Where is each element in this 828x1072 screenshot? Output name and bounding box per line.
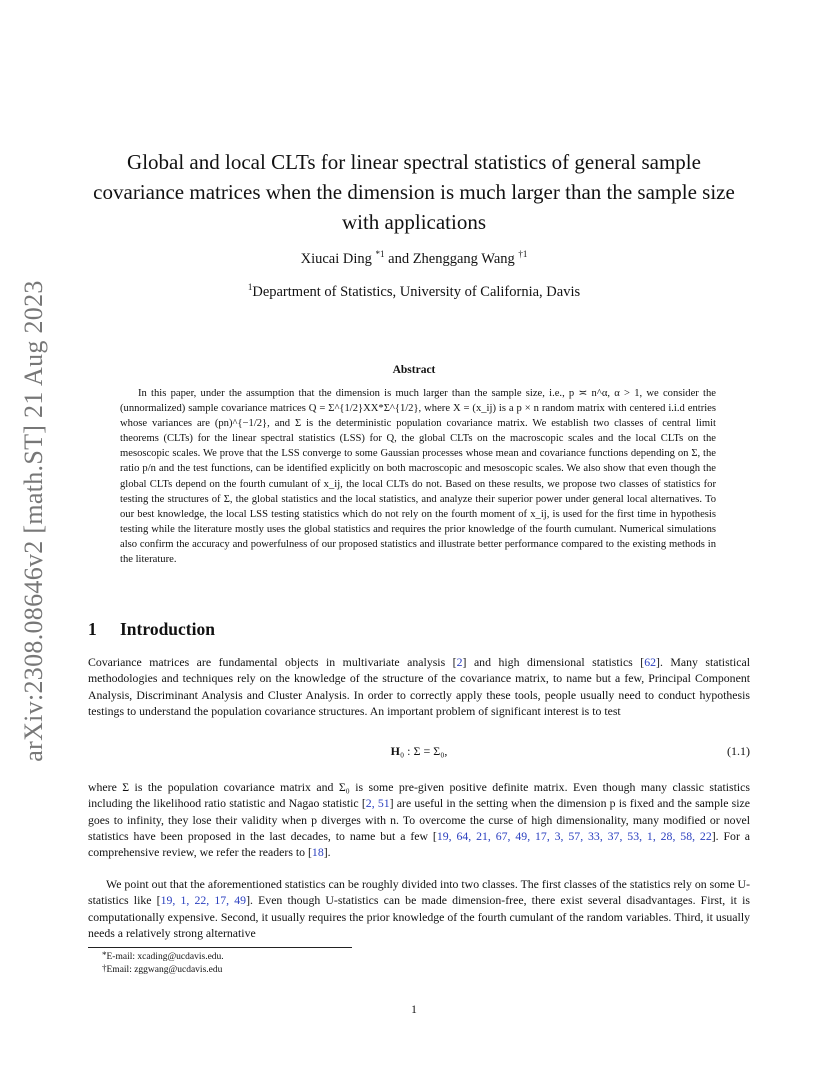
footnote-text: E-mail: xcading@ucdavis.edu. <box>106 952 224 962</box>
page-number: 1 <box>411 1004 417 1016</box>
paragraph-text: ]. For a comprehensive review, we refer the readers to [ <box>88 828 751 860</box>
citation-link[interactable]: 19, 1, 22, 17, 49 <box>160 893 247 908</box>
paragraph-text: ]. Many statistical methodologies and techniques rely on the knowledge of the structure of the covariance matrix, to name but a few, Principal Component Analysis, Discriminant Analysis and Cluster Analysis. In order to correctly apply these tools, people usually need to conduct hypothesis testings to understand the population covariance structures. An important problem of significant interest is to test <box>88 655 750 718</box>
citation-link[interactable]: 19, 64, 21, 67, 49, 17, 3, 57, 33, 37, 53, 1, 28, 58, 22 <box>436 828 712 843</box>
citation-link[interactable]: 2 <box>456 655 463 669</box>
footnote-text: Email: zggwang@ucdavis.edu <box>106 965 223 975</box>
intro-paragraph-2 <box>88 779 750 860</box>
paper-title: Global and local CLTs for linear spectral statistics of general sample covariance matrices when the dimension is much larger than the sample size with applications <box>93 150 735 234</box>
author-footnote-mark: †1 <box>518 249 528 259</box>
footnote-mark: * <box>102 950 107 960</box>
section-number: 1 <box>88 619 97 639</box>
paragraph-text: We point out that the aforementioned statistics can be roughly divided into two classes. The first classes of the statistics rely on some U-statistics like [ <box>88 877 750 908</box>
author-connector: and <box>384 251 413 267</box>
equation-number: (1.1) <box>727 744 750 758</box>
paragraph-text: ] and high dimensional statistics [ <box>462 655 645 669</box>
abstract-heading: Abstract <box>392 364 436 376</box>
affiliation-text: Department of Statistics, University of California, Davis <box>252 284 581 300</box>
intro-paragraph-3 <box>88 876 750 941</box>
paragraph-text: Covariance matrices are fundamental objects in multivariate analysis [ <box>88 655 457 669</box>
section-title: Introduction <box>120 619 215 639</box>
paragraph-text: ] are useful in the setting when the dimension p is fixed and the sample size goes to infinity, they lose their validity when p diverges with n. To overcome the curse of high dimensionality, many modified or novel statistics have been proposed in the last decades, to name but a few [ <box>88 796 751 843</box>
paragraph-text: ]. <box>323 845 331 860</box>
footnote-2 <box>102 965 222 975</box>
author-line <box>88 251 740 268</box>
author-footnote-mark: *1 <box>375 249 385 259</box>
footnote-divider <box>88 947 352 948</box>
equation-1-1 <box>88 744 750 764</box>
footnote-mark: † <box>102 963 107 973</box>
affiliation <box>88 284 740 301</box>
citation-link[interactable]: 62 <box>644 655 657 669</box>
equation-remainder: ₀ : Σ = Σ₀, <box>399 744 448 758</box>
affiliation-mark: 1 <box>247 282 253 292</box>
paragraph-text: where Σ is the population covariance matrix and Σ₀ is some pre-given positive definite matrix. Even though many classic statistics including the likelihood ratio statistic and Nagao statistic [ <box>88 780 750 811</box>
author-name: Xiucai Ding <box>300 251 372 267</box>
footnote-1 <box>102 952 224 962</box>
author-name: Zhenggang Wang <box>412 251 515 267</box>
citation-link[interactable]: 18 <box>311 845 324 860</box>
section-heading <box>88 619 215 640</box>
arxiv-identifier-stamp <box>14 266 54 776</box>
equation-expression <box>88 744 750 759</box>
arxiv-identifier-text: arXiv:2308.08646v2 [math.ST] 21 Aug 2023 <box>19 280 48 762</box>
paragraph-text: ]. Even though U-statistics can be made dimension-free, there exist several disadvantages. First, it is computationally expensive. Second, it usually requires the prior knowledge of the fourth cumulant of the random variables. Third, it usually needs a relatively strong alternative <box>88 893 750 940</box>
abstract-body: In this paper, under the assumption that the dimension is much larger than the sample size, i.e., p ≍ n^α, α > 1, we consider the (unnormalized) sample covariance matrices Q = Σ^{1/2}XX*Σ^{1/2}, where X = (x_ij) is a p × n random matrix with centered i.i.d entries whose variances are (pn)^{−1/2}, and Σ is the deterministic population covariance matrix. We establish two classes of central limit theorems (CLTs) for the linear spectral statistics (LSS) for Q, the global CLTs on the macroscopic scales and the local CLTs on the mesoscopic scales. We prove that the LSS converge to some Gaussian processes whose mean and covariance functions depending on Σ, the ratio p/n and the test functions, can be identified explicitly on both macroscopic and mesoscopic scales. We also show that even though the global CLTs depend on the fourth cumulant of x_ij, the local CLTs do not. Based on these results, we propose two classes of statistics for testing the structures of Σ, the global statistics and the local statistics, and analyze their superior power under general local alternatives. To our best knowledge, the local LSS testing statistics which do not rely on the fourth moment of x_ij, is used for the first time in hypothesis testing while the literature mostly uses the global statistics and requires the prior knowledge of the fourth cumulant. Numerical simulations also confirm the accuracy and powerfulness of our proposed statistics and illustrate better performance compared to the existing methods in the literature. <box>120 388 716 566</box>
intro-paragraph-1 <box>88 654 750 719</box>
citation-link[interactable]: 2, 51 <box>365 796 390 811</box>
equation-bold-symbol: H <box>390 744 400 758</box>
